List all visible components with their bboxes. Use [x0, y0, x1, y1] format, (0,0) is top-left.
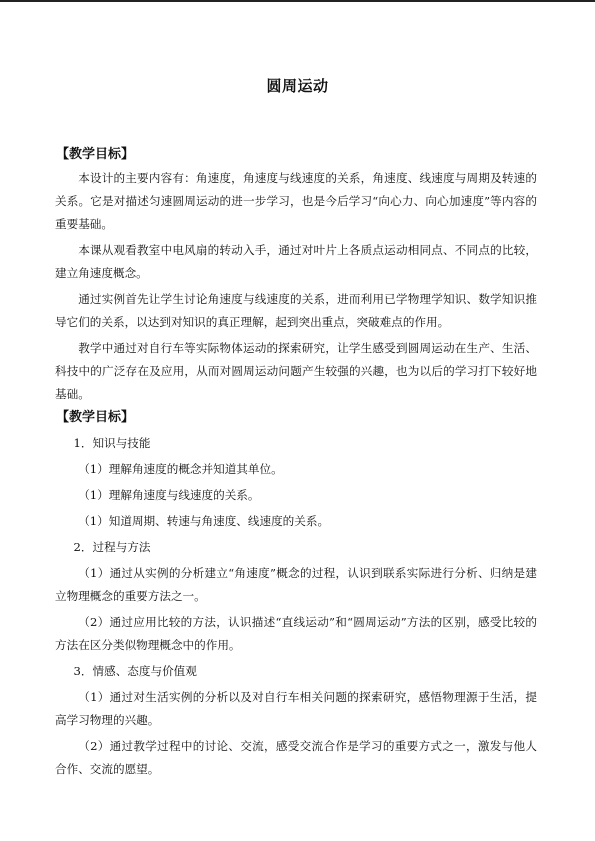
goal-item: （2）通过应用比较的方法，认识描述“直线运动”和“圆周运动”方法的区别，感受比较的方法在区分类似物理概念中的作用。 — [55, 615, 537, 652]
goal-item: （1）通过从实例的分析建立“角速度”概念的过程，认识到联系实际进行分析、归纳是建立物理概念的重要方法之一。 — [55, 566, 537, 603]
goal-group-title-knowledge: 1．知识与技能 — [73, 436, 151, 450]
goal-group-title-process: 2．过程与方法 — [73, 540, 151, 554]
document-title: 圆周运动 — [266, 77, 329, 95]
goal-item: （2）通过教学过程中的讨论、交流，感受交流合作是学习的重要方式之一，激发与他人合作、交流的愿望。 — [55, 739, 537, 776]
goal-group-title-attitude: 3．情感、态度与价值观 — [73, 664, 197, 678]
goal-item: （1）理解角速度的概念并知道其单位。 — [78, 462, 283, 476]
intro-paragraph-4: 教学中通过对自行车等实际物体运动的探索研究，让学生感受到圆周运动在生产、生活、科技中的广泛存在及应用，从而对圆周运动问题产生较强的兴趣，也为以后的学习打下较好地基础。 — [55, 341, 537, 401]
goal-item: （1）知道周期、转速与角速度、线速度的关系。 — [78, 514, 330, 528]
top-border-line — [0, 0, 595, 2]
intro-paragraph-2: 本课从观看教室中电风扇的转动入手，通过对叶片上各质点运动相同点、不同点的比较，建立角速度概念。 — [55, 243, 537, 280]
section-heading-1: 【教学目标】 — [56, 147, 135, 162]
section-heading-2: 【教学目标】 — [56, 410, 135, 425]
intro-paragraph-1: 本设计的主要内容有：角速度，角速度与线速度的关系，角速度、线速度与周期及转速的关系。它是对描述匀速圆周运动的进一步学习，也是今后学习“向心力、向心加速度”等内容的重要基础。 — [55, 171, 537, 231]
document-body — [55, 146, 537, 784]
goal-item: （1）通过对生活实例的分析以及对自行车相关问题的探索研究，感悟物理源于生活，提高学习物理的兴趣。 — [55, 690, 537, 727]
intro-paragraph-3: 通过实例首先让学生讨论角速度与线速度的关系，进而利用已学物理学知识、数学知识推导它们的关系，以达到对知识的真正理解，起到突出重点，突破难点的作用。 — [55, 292, 537, 329]
goal-item: （1）理解角速度与线速度的关系。 — [78, 488, 260, 502]
